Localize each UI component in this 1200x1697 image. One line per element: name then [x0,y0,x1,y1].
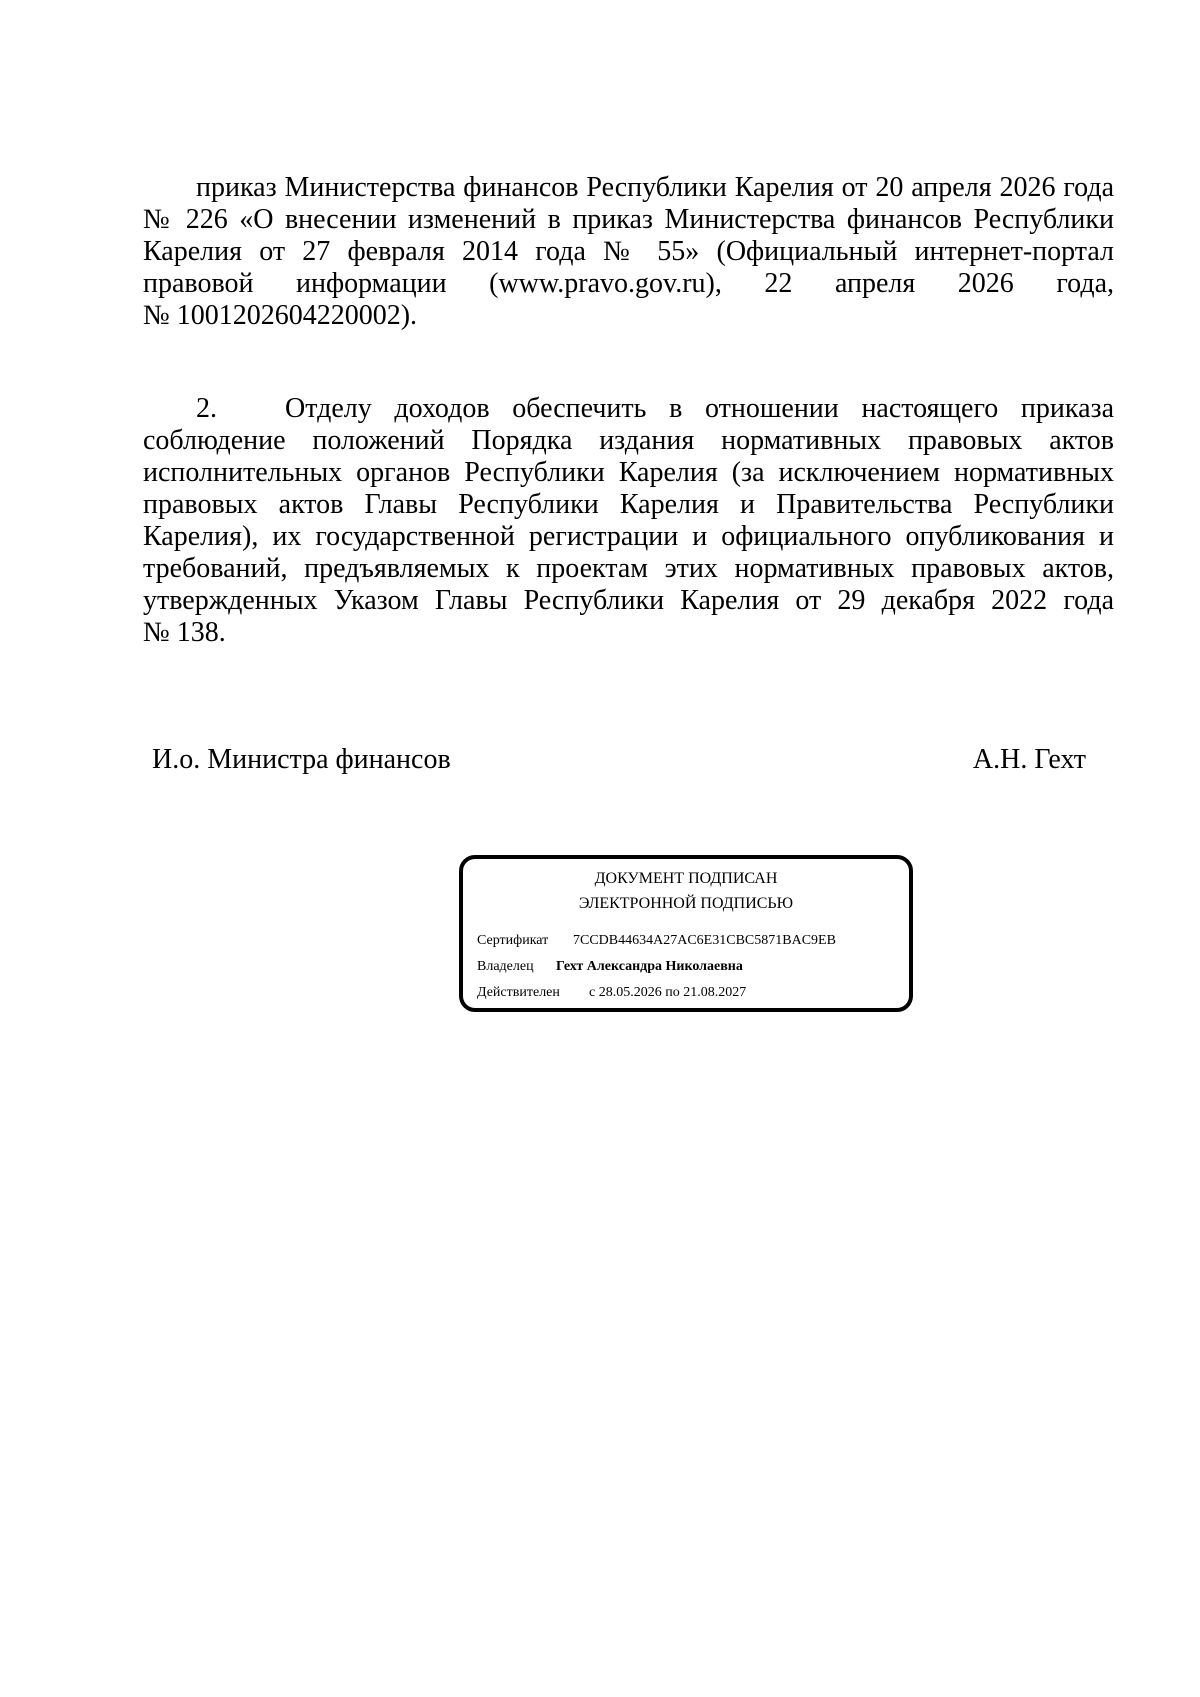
stamp-title-line-2: ЭЛЕКТРОННОЙ ПОДПИСЬЮ [578,895,794,912]
stamp-valid-value: с 28.05.2026 по 21.08.2027 [589,985,747,1000]
paragraph2-number: 2. [196,393,217,424]
paragraph2-line-2: соблюдение положений Порядка издания нормативных правовых актов [143,425,1114,456]
stamp-valid-row [477,984,746,1002]
paragraph1-line-2: № 226 «О внесении изменений в приказ Министерства финансов Республики [143,204,1114,235]
stamp-certificate-row [477,932,836,950]
stamp-valid-label: Действителен [477,985,560,1000]
paragraph2-line-6: требований, предъявляемых к проектам этих нормативных правовых актов, [143,553,1114,584]
signatory-name: А.Н. Гехт [972,744,1086,775]
stamp-owner-value: Гехт Александра Николаевна [556,959,743,974]
signatory-position: И.о. Министра финансов [152,744,451,775]
electronic-signature-stamp [459,855,913,1012]
paragraph1-line-3: Карелия от 27 февраля 2014 года № 55» (Официальный интернет-портал [143,236,1114,267]
paragraph2-line-3: исполнительных органов Республики Карелия (за исключением нормативных [143,457,1114,488]
paragraph2-line-7: утвержденных Указом Главы Республики Карелия от 29 декабря 2022 года [143,585,1114,616]
stamp-owner-row [477,958,743,976]
paragraph1-line-5: № 1001202604220002). [143,300,418,331]
paragraph2-line-4: правовых актов Главы Республики Карелия и Правительства Республики [143,489,1114,520]
paragraph2-line-1: Отделу доходов обеспечить в отношении настоящего приказа [285,393,1114,424]
paragraph1-line-1: приказ Министерства финансов Республики Карелия от 20 апреля 2026 года [196,172,1114,203]
paragraph2-line-5: Карелия), их государственной регистрации и официального опубликования и [143,521,1114,552]
paragraph1-line-4: правовой информации (www.pravo.gov.ru), 22 апреля 2026 года, [143,268,1114,299]
paragraph2-line-8: № 138. [143,617,226,648]
stamp-certificate-label: Сертификат [477,933,549,948]
stamp-certificate-value: 7CCDB44634A27AC6E31CBC5871BAC9EB [573,933,836,948]
stamp-owner-label: Владелец [477,959,534,974]
stamp-title-line-1: ДОКУМЕНТ ПОДПИСАН [594,870,778,887]
